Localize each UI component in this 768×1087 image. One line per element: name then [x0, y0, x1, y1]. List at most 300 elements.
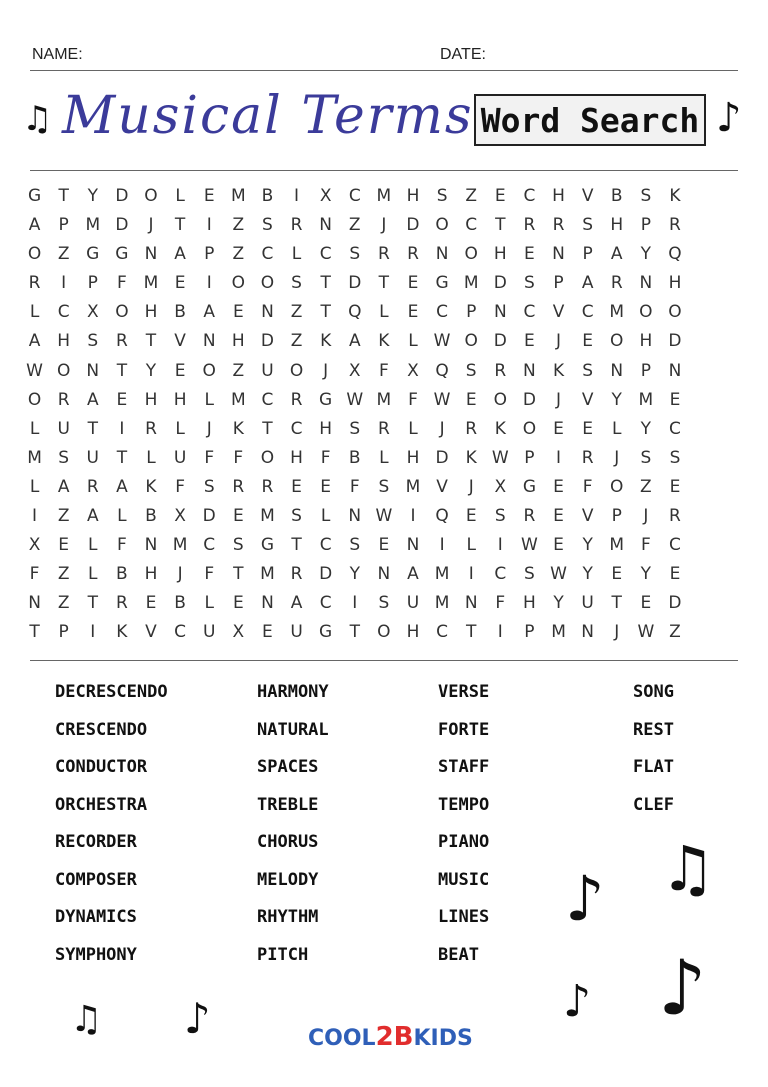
grid-letter: R	[261, 476, 274, 497]
grid-letter: N	[406, 535, 420, 556]
grid-letter: Q	[435, 506, 449, 527]
grid-letter: G	[260, 535, 275, 556]
grid-letter: W	[433, 389, 451, 410]
grid-letter: R	[290, 389, 303, 410]
grid-letter: A	[610, 244, 623, 265]
grid-letter: W	[521, 535, 538, 556]
grid-letter: A	[290, 593, 303, 614]
grid-row	[20, 240, 748, 269]
grid-letter: E	[524, 244, 535, 265]
word-list-item: SONG	[633, 682, 674, 702]
word-list-item: MELODY	[257, 869, 319, 890]
word-column-4	[633, 680, 674, 830]
grid-letter: E	[553, 535, 564, 556]
grid-letter: G	[27, 186, 42, 206]
word-list-item: RHYTHM	[257, 907, 319, 927]
grid-letter: E	[320, 476, 332, 497]
grid-letter: S	[640, 186, 652, 206]
grid-letter: J	[206, 418, 212, 439]
word-list-item: MUSIC	[438, 869, 490, 890]
grid-letter: E	[407, 302, 419, 323]
grid-letter: H	[668, 273, 682, 294]
grid-letter: U	[57, 418, 70, 439]
grid-letter: N	[319, 215, 332, 236]
grid-letter: S	[58, 447, 70, 468]
grid-letter: G	[115, 244, 129, 265]
grid-letter: D	[668, 593, 682, 614]
grid-letter: L	[146, 447, 156, 468]
grid-letter: C	[174, 622, 187, 643]
grid-letter: B	[145, 506, 157, 527]
grid-letter: A	[407, 564, 419, 585]
grid-letter: S	[669, 447, 681, 468]
grid-letter: Z	[57, 564, 70, 585]
grid-letter: S	[87, 331, 99, 352]
grid-row	[20, 560, 748, 589]
grid-letter: S	[349, 244, 361, 265]
grid-letter: A	[203, 302, 216, 323]
grid-letter: U	[173, 447, 187, 468]
grid-letter: C	[669, 418, 681, 439]
grid-letter: N	[435, 244, 449, 265]
grid-letter: L	[88, 564, 98, 585]
grid-letter: C	[436, 302, 449, 323]
grid-letter: M	[172, 535, 188, 556]
grid-letter: R	[552, 215, 565, 236]
word-column-1	[55, 680, 168, 980]
grid-letter: R	[669, 215, 681, 236]
grid-letter: V	[552, 302, 565, 323]
grid-letter: R	[407, 244, 419, 265]
grid-letter: S	[349, 535, 361, 556]
word-list-item: COMPOSER	[55, 869, 137, 890]
grid-letter: T	[58, 186, 69, 206]
grid-letter: I	[90, 622, 96, 643]
grid-letter: T	[378, 273, 390, 294]
word-list-item: HARMONY	[257, 682, 329, 702]
grid-letter: E	[582, 418, 593, 439]
grid-letter: A	[86, 506, 99, 527]
grid-letter: W	[491, 447, 509, 468]
title-rule	[30, 170, 738, 171]
grid-letter: A	[174, 244, 186, 265]
grid-letter: H	[319, 418, 333, 439]
grid-letter: M	[260, 564, 275, 585]
word-list-item: TEMPO	[438, 794, 490, 815]
grid-letter: O	[610, 476, 624, 497]
grid-letter: O	[522, 418, 537, 439]
grid-letter: C	[436, 622, 449, 643]
grid-letter: O	[260, 273, 275, 294]
grid-letter: S	[640, 447, 652, 468]
grid-letter: P	[58, 622, 69, 643]
grid-row	[20, 182, 748, 211]
grid-letter: V	[581, 506, 594, 527]
grid-letter: D	[202, 506, 216, 527]
logo-part-1: COOL	[308, 1026, 376, 1051]
grid-letter: I	[206, 273, 212, 294]
grid-letter: D	[260, 331, 274, 352]
grid-letter: R	[232, 476, 245, 497]
word-search-badge	[474, 94, 706, 146]
grid-letter: S	[203, 476, 215, 497]
grid-letter: N	[523, 360, 536, 381]
grid-letter: O	[260, 447, 275, 468]
grid-letter: M	[376, 186, 392, 206]
grid-letter: K	[494, 418, 506, 439]
grid-letter: D	[115, 215, 129, 236]
grid-letter: L	[88, 535, 98, 556]
grid-letter: J	[614, 622, 620, 643]
grid-letter: C	[290, 418, 303, 439]
grid-letter: M	[638, 389, 654, 410]
beamed-note-icon: ♫	[70, 999, 103, 1040]
grid-letter: L	[175, 186, 185, 206]
grid-letter: L	[204, 389, 214, 410]
grid-letter: O	[289, 360, 304, 381]
grid-letter: I	[206, 215, 212, 236]
grid-letter: S	[349, 418, 361, 439]
eighth-note-icon: ♪	[658, 943, 707, 1032]
date-label: DATE:	[440, 46, 486, 63]
grid-letter: H	[639, 331, 653, 352]
grid-letter: D	[493, 273, 507, 294]
grid-letter: O	[377, 622, 391, 643]
grid-letter: M	[434, 564, 450, 585]
grid-letter: G	[319, 622, 333, 643]
grid-letter: N	[464, 593, 478, 614]
grid-letter: T	[87, 418, 98, 439]
grid-letter: N	[348, 506, 362, 527]
grid-letter: L	[29, 418, 40, 439]
grid-letter: H	[231, 331, 245, 352]
grid-letter: C	[319, 593, 332, 614]
grid-letter: A	[28, 215, 41, 236]
grid-letter: Z	[640, 476, 652, 497]
grid-letter: Y	[349, 564, 360, 585]
logo-part-2: 2B	[375, 1022, 414, 1052]
grid-letter: B	[174, 302, 186, 323]
grid-letter: E	[640, 593, 652, 614]
grid-letter: L	[408, 331, 418, 352]
grid-letter: F	[204, 564, 215, 585]
grid-letter: T	[262, 418, 273, 439]
grid-letter: E	[669, 476, 681, 497]
grid-letter: T	[611, 593, 622, 614]
grid-row	[20, 386, 748, 415]
grid-letter: V	[145, 622, 157, 643]
grid-letter: D	[406, 215, 420, 236]
grid-letter: R	[86, 476, 99, 497]
grid-letter: N	[610, 360, 624, 381]
grid-letter: C	[261, 389, 274, 410]
grid-letter: Y	[582, 564, 593, 585]
grid-letter: A	[581, 273, 594, 294]
grid-letter: W	[375, 506, 393, 527]
grid-letter: P	[611, 506, 622, 527]
grid-letter: S	[524, 273, 535, 294]
grid-letter: X	[319, 186, 332, 206]
grid-letter: E	[232, 593, 244, 614]
grid-row	[20, 618, 748, 647]
grid-letter: C	[465, 215, 478, 236]
grid-letter: T	[466, 622, 477, 643]
grid-letter: K	[465, 447, 477, 468]
eighth-note-icon: ♪	[565, 862, 605, 935]
grid-letter: Z	[290, 331, 303, 352]
grid-letter: N	[86, 360, 100, 381]
grid-letter: J	[643, 506, 649, 527]
grid-letter: M	[405, 476, 421, 497]
grid-letter: B	[261, 186, 274, 206]
word-list-item: DECRESCENDO	[55, 682, 168, 702]
grid-letter: C	[319, 244, 332, 265]
grid-letter: J	[177, 564, 183, 585]
grid-letter: J	[148, 215, 154, 236]
grid-letter: U	[581, 593, 594, 614]
beamed-note-icon: ♫	[660, 832, 716, 905]
grid-letter: M	[463, 273, 479, 294]
grid-letter: C	[494, 564, 507, 585]
grid-letter: M	[143, 273, 159, 294]
grid-letter: I	[119, 418, 125, 439]
grid-letter: P	[524, 447, 535, 468]
grid-letter: J	[556, 331, 562, 352]
grid-letter: O	[27, 389, 42, 410]
grid-row	[20, 298, 748, 327]
grid-letter: B	[174, 593, 186, 614]
grid-letter: H	[290, 447, 303, 468]
grid-letter: P	[87, 273, 98, 294]
beamed-note-icon: ♫	[22, 99, 53, 139]
grid-row	[20, 473, 748, 502]
grid-letter: O	[464, 331, 478, 352]
grid-letter: H	[406, 622, 420, 643]
grid-letter: F	[408, 389, 418, 410]
grid-letter: T	[349, 622, 360, 643]
grid-letter: N	[202, 331, 216, 352]
grid-letter: C	[523, 186, 536, 206]
eighth-note-icon: ♪	[184, 994, 211, 1043]
grid-letter: P	[640, 360, 651, 381]
grid-letter: M	[260, 506, 275, 527]
grid-letter: Y	[640, 418, 652, 439]
word-list-item: VERSE	[438, 682, 490, 702]
grid-letter: X	[174, 506, 186, 527]
grid-letter: P	[640, 215, 651, 236]
grid-letter: W	[433, 331, 451, 352]
grid-letter: C	[319, 535, 332, 556]
grid-letter: B	[348, 447, 361, 468]
grid-letter: E	[378, 535, 390, 556]
grid-letter: D	[115, 186, 129, 206]
grid-letter: P	[466, 302, 477, 323]
grid-letter: N	[668, 360, 682, 381]
word-list-item: FORTE	[438, 719, 490, 740]
grid-letter: T	[87, 593, 98, 614]
grid-letter: K	[552, 360, 565, 381]
grid-letter: S	[524, 564, 535, 585]
word-column-3	[438, 680, 489, 980]
grid-letter: R	[465, 418, 478, 439]
grid-letter: J	[381, 215, 387, 236]
grid-letter: I	[497, 535, 503, 556]
grid-letter: L	[204, 593, 214, 614]
grid-letter: L	[29, 476, 40, 497]
grid-letter: M	[609, 302, 625, 323]
grid-letter: L	[379, 302, 389, 323]
grid-letter: S	[582, 360, 594, 381]
grid-letter: G	[522, 476, 536, 497]
grid-letter: X	[348, 360, 361, 381]
grid-letter: F	[349, 476, 360, 497]
grid-row	[20, 415, 748, 444]
grid-letter: X	[86, 302, 99, 323]
word-list-item: CHORUS	[257, 832, 319, 852]
grid-letter: Z	[348, 215, 361, 236]
grid-letter: F	[582, 476, 593, 497]
grid-letter: S	[582, 215, 594, 236]
grid-letter: L	[175, 418, 185, 439]
grid-letter: R	[290, 215, 303, 236]
grid-letter: Q	[435, 360, 449, 381]
grid-letter: G	[319, 389, 333, 410]
grid-letter: J	[468, 476, 474, 497]
grid-letter: E	[291, 476, 302, 497]
grid-letter: C	[523, 302, 536, 323]
grid-letter: S	[465, 360, 477, 381]
grid-letter: C	[261, 244, 274, 265]
grid-letter: H	[406, 447, 420, 468]
grid-letter: R	[290, 564, 303, 585]
grid-letter: C	[669, 535, 681, 556]
grid-letter: Y	[611, 389, 622, 410]
grid-letter: J	[439, 418, 445, 439]
grid-letter: T	[116, 447, 128, 468]
grid-letter: H	[144, 564, 158, 585]
grid-letter: F	[378, 360, 389, 381]
grid-letter: Y	[640, 244, 652, 265]
grid-letter: D	[435, 447, 449, 468]
grid-letter: O	[202, 360, 216, 381]
grid-letter: F	[233, 447, 244, 468]
grid-letter: E	[553, 418, 564, 439]
grid-letter: I	[497, 622, 503, 643]
grid-letter: O	[435, 215, 449, 236]
grid-letter: M	[609, 535, 625, 556]
grid-letter: E	[203, 186, 215, 206]
grid-letter: N	[493, 302, 507, 323]
grid-letter: I	[556, 447, 562, 468]
grid-letter: E	[582, 331, 593, 352]
grid-letter: E	[232, 302, 244, 323]
eighth-note-icon: ♪	[716, 95, 742, 141]
grid-letter: Z	[290, 302, 303, 323]
grid-letter: Z	[465, 186, 478, 206]
grid-letter: K	[320, 331, 332, 352]
grid-letter: U	[406, 593, 420, 614]
grid-letter: N	[639, 273, 653, 294]
grid-letter: C	[203, 535, 216, 556]
grid-letter: Z	[232, 244, 245, 265]
grid-letter: P	[582, 244, 593, 265]
grid-letter: B	[116, 564, 128, 585]
grid-letter: P	[524, 622, 535, 643]
grid-letter: P	[553, 273, 564, 294]
word-list-item: SYMPHONY	[55, 944, 137, 965]
word-search-badge-label: Word Search	[480, 100, 700, 140]
grid-letter: I	[410, 506, 416, 527]
word-list-item: DYNAMICS	[55, 907, 137, 927]
grid-letter: Y	[553, 593, 564, 614]
grid-letter: L	[29, 302, 40, 323]
grid-letter: O	[144, 186, 158, 206]
grid-letter: E	[174, 360, 186, 381]
eighth-note-icon: ♪	[563, 976, 592, 1027]
grid-letter: B	[610, 186, 623, 206]
grid-letter: R	[57, 389, 70, 410]
word-list-item: CONDUCTOR	[55, 757, 148, 777]
grid-letter: T	[495, 215, 506, 236]
grid-letter: A	[348, 331, 361, 352]
grid-letter: A	[116, 476, 128, 497]
grid-letter: X	[232, 622, 245, 643]
grid-letter: H	[610, 215, 624, 236]
grid-letter: I	[32, 506, 38, 527]
grid-letter: E	[116, 389, 128, 410]
grid-letter: L	[379, 447, 389, 468]
grid-letter: K	[378, 331, 390, 352]
grid-letter: R	[523, 215, 536, 236]
grid-letter: H	[493, 244, 507, 265]
grid-letter: R	[115, 593, 128, 614]
grid-letter: F	[640, 535, 651, 556]
grid-letter: H	[523, 593, 536, 614]
grid-letter: F	[29, 564, 40, 585]
grid-letter: V	[581, 186, 594, 206]
grid-letter: E	[524, 331, 535, 352]
grid-letter: O	[27, 244, 42, 265]
word-list-item: ORCHESTRA	[55, 794, 148, 815]
cool2bkids-logo	[308, 1022, 473, 1052]
grid-letter: F	[116, 273, 127, 294]
grid-letter: H	[173, 389, 187, 410]
grid-letter: S	[232, 535, 244, 556]
grid-letter: O	[464, 244, 478, 265]
grid-letter: F	[175, 476, 185, 497]
grid-letter: L	[408, 418, 418, 439]
grid-letter: N	[28, 593, 41, 614]
grid-letter: U	[290, 622, 303, 643]
grid-letter: L	[466, 535, 476, 556]
grid-letter: E	[58, 535, 70, 556]
grid-letter: L	[117, 506, 127, 527]
grid-letter: O	[610, 331, 624, 352]
grid-letter: O	[231, 273, 246, 294]
grid-letter: V	[174, 331, 186, 352]
grid-letter: T	[116, 360, 128, 381]
grid-letter: D	[319, 564, 333, 585]
grid-letter: M	[85, 215, 101, 236]
grid-row	[20, 444, 748, 473]
grid-row	[20, 531, 748, 560]
grid-letter: N	[261, 302, 274, 323]
grid-letter: D	[348, 273, 362, 294]
grid-letter: S	[378, 593, 390, 614]
grid-letter: J	[323, 360, 329, 381]
grid-letter: R	[377, 418, 390, 439]
grid-letter: R	[523, 506, 536, 527]
